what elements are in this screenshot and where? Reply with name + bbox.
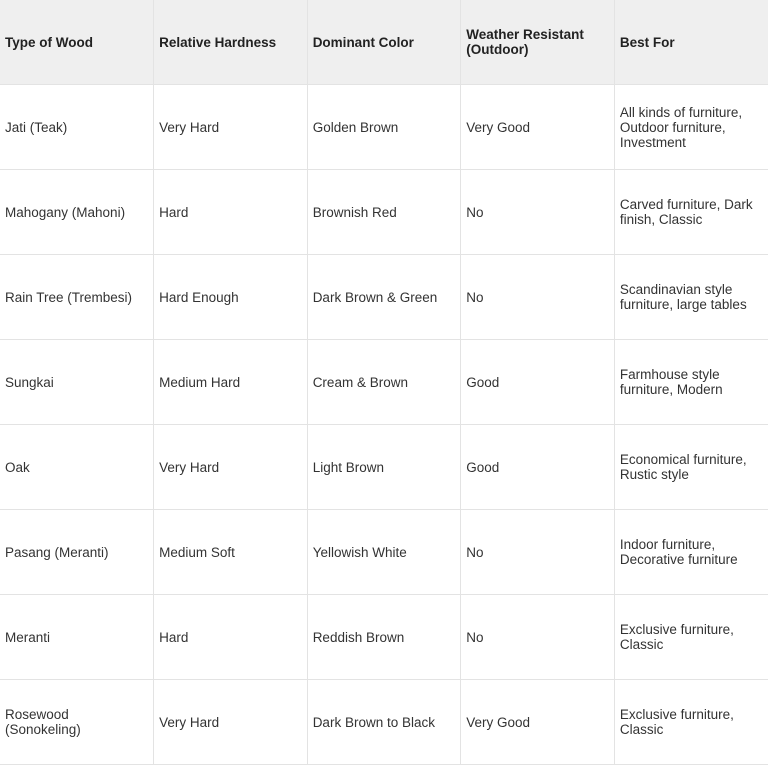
cell-best-for: All kinds of furniture, Outdoor furniture, Investment — [614, 85, 768, 170]
header-relative-hardness: Relative Hardness — [154, 0, 308, 85]
table-body — [0, 85, 768, 765]
table-row — [0, 510, 768, 595]
header-weather-resistant: Weather Resistant (Outdoor) — [461, 0, 615, 85]
table-row — [0, 425, 768, 510]
cell-relative-hardness: Medium Hard — [154, 340, 308, 425]
cell-dominant-color: Golden Brown — [307, 85, 461, 170]
cell-dominant-color: Reddish Brown — [307, 595, 461, 680]
cell-relative-hardness: Very Hard — [154, 85, 308, 170]
cell-type-of-wood: Jati (Teak) — [0, 85, 154, 170]
cell-dominant-color: Brownish Red — [307, 170, 461, 255]
cell-weather-resistant: Very Good — [461, 85, 615, 170]
header-row — [0, 0, 768, 85]
cell-type-of-wood: Meranti — [0, 595, 154, 680]
table-row — [0, 595, 768, 680]
cell-weather-resistant: No — [461, 510, 615, 595]
cell-type-of-wood: Rosewood (Sonokeling) — [0, 680, 154, 765]
header-type-of-wood: Type of Wood — [0, 0, 154, 85]
cell-dominant-color: Cream & Brown — [307, 340, 461, 425]
cell-weather-resistant: Very Good — [461, 680, 615, 765]
cell-weather-resistant: No — [461, 255, 615, 340]
cell-dominant-color: Dark Brown to Black — [307, 680, 461, 765]
cell-weather-resistant: No — [461, 170, 615, 255]
table-row — [0, 340, 768, 425]
cell-type-of-wood: Rain Tree (Trembesi) — [0, 255, 154, 340]
cell-best-for: Carved furniture, Dark finish, Classic — [614, 170, 768, 255]
cell-type-of-wood: Mahogany (Mahoni) — [0, 170, 154, 255]
cell-best-for: Exclusive furniture, Classic — [614, 595, 768, 680]
cell-weather-resistant: No — [461, 595, 615, 680]
header-dominant-color: Dominant Color — [307, 0, 461, 85]
cell-best-for: Scandinavian style furniture, large tables — [614, 255, 768, 340]
cell-relative-hardness: Hard Enough — [154, 255, 308, 340]
cell-best-for: Economical furniture, Rustic style — [614, 425, 768, 510]
cell-relative-hardness: Hard — [154, 595, 308, 680]
cell-best-for: Farmhouse style furniture, Modern — [614, 340, 768, 425]
cell-weather-resistant: Good — [461, 425, 615, 510]
table-row — [0, 680, 768, 765]
cell-relative-hardness: Medium Soft — [154, 510, 308, 595]
cell-dominant-color: Yellowish White — [307, 510, 461, 595]
cell-best-for: Exclusive furniture, Classic — [614, 680, 768, 765]
cell-relative-hardness: Very Hard — [154, 680, 308, 765]
cell-type-of-wood: Pasang (Meranti) — [0, 510, 154, 595]
cell-type-of-wood: Sungkai — [0, 340, 154, 425]
cell-type-of-wood: Oak — [0, 425, 154, 510]
table-row — [0, 170, 768, 255]
table-row — [0, 255, 768, 340]
cell-relative-hardness: Hard — [154, 170, 308, 255]
cell-relative-hardness: Very Hard — [154, 425, 308, 510]
cell-dominant-color: Dark Brown & Green — [307, 255, 461, 340]
cell-dominant-color: Light Brown — [307, 425, 461, 510]
cell-weather-resistant: Good — [461, 340, 615, 425]
table-header — [0, 0, 768, 85]
table-row — [0, 85, 768, 170]
cell-best-for: Indoor furniture, Decorative furniture — [614, 510, 768, 595]
header-best-for: Best For — [614, 0, 768, 85]
